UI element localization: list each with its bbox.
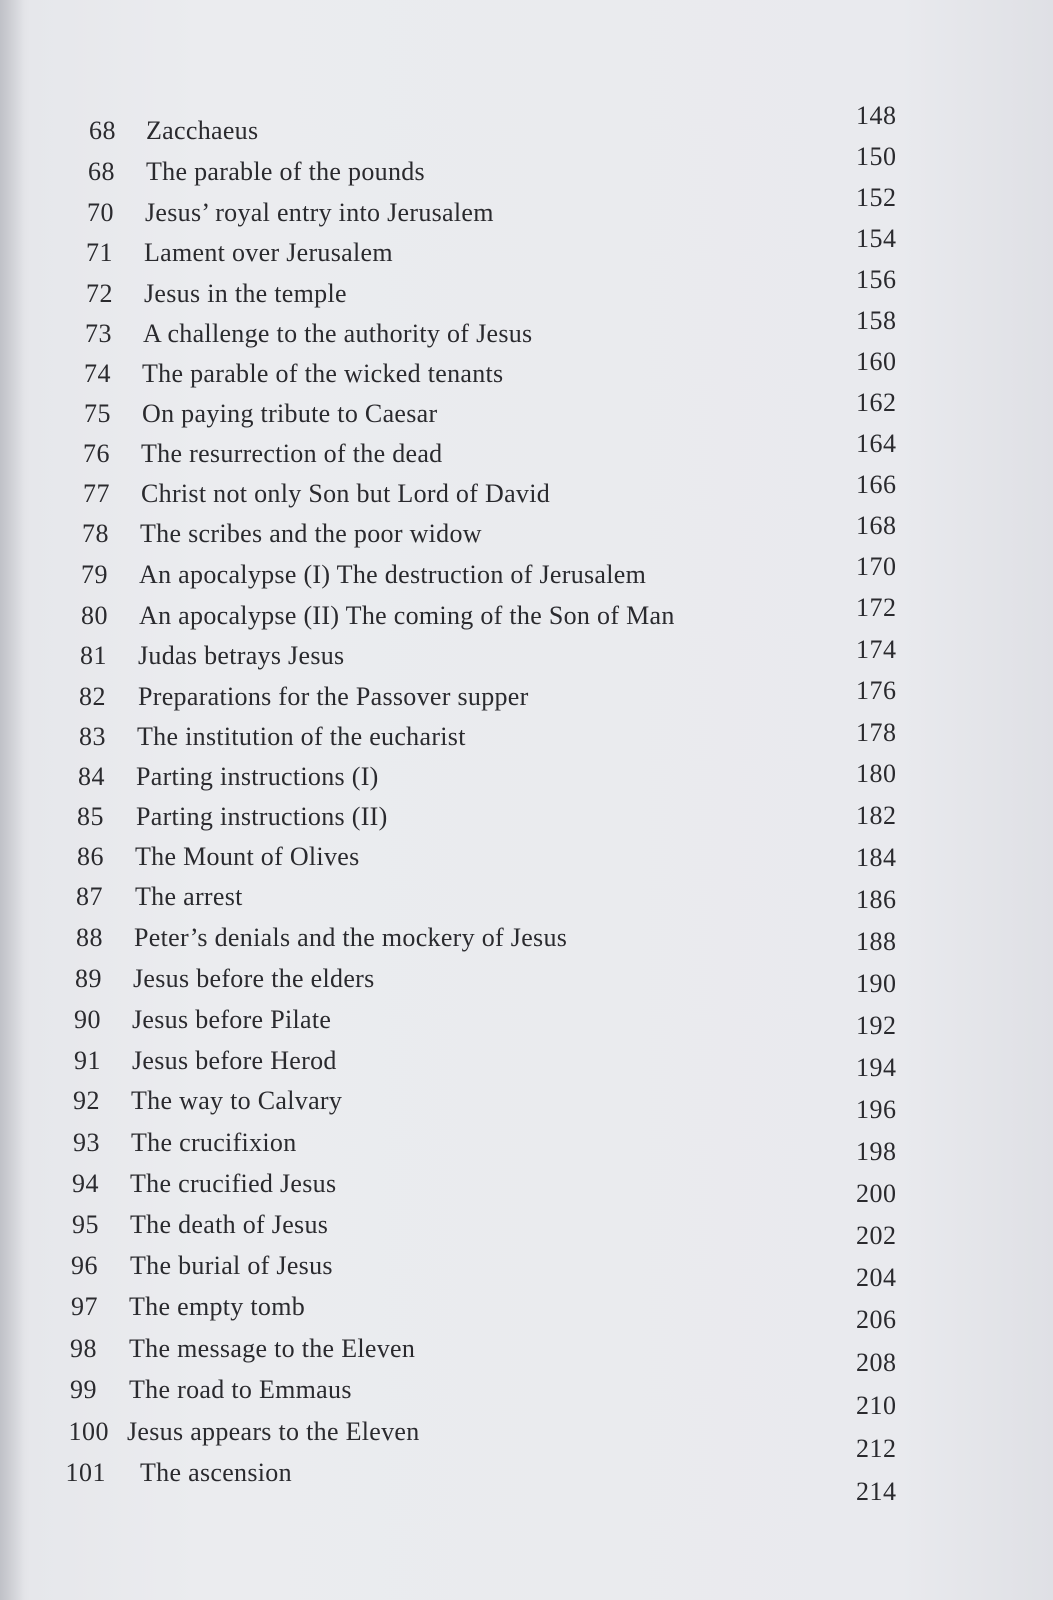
page-number: 158 [856,306,897,335]
entry-number: 84 [78,762,105,791]
entry-number: 85 [77,802,104,831]
page-number: 206 [856,1305,897,1334]
entry-title: The message to the Eleven [129,1334,416,1363]
page-number: 164 [856,429,897,458]
entry-number: 71 [86,238,113,267]
entry-title: Zacchaeus [146,116,259,145]
entry-title: The parable of the wicked tenants [142,359,504,388]
entry-title: Lament over Jerusalem [144,238,393,267]
page-number: 196 [856,1095,897,1124]
page-number: 204 [856,1263,897,1292]
entry-title: The parable of the pounds [146,157,425,186]
entry-number: 93 [73,1128,100,1157]
entry-number: 76 [83,439,110,468]
page-number: 166 [856,470,897,499]
page-number: 168 [856,511,897,540]
entry-title: Peter’s denials and the mockery of Jesus [134,923,568,952]
page-number: 172 [856,593,897,622]
entry-title: The ascension [140,1458,292,1487]
page-number: 192 [856,1011,897,1040]
entry-title: An apocalypse (II) The coming of the Son of Man [139,601,675,630]
entry-number: 100 [68,1417,109,1446]
entry-number: 74 [84,359,111,388]
entry-number: 70 [87,198,114,227]
entry-number: 86 [77,842,104,871]
entry-number: 90 [74,1005,101,1034]
page-number: 154 [856,224,897,253]
page-number: 182 [856,801,897,830]
entry-title: The road to Emmaus [129,1375,352,1404]
entry-title: The crucifixion [131,1128,297,1157]
entry-title: The burial of Jesus [130,1251,333,1280]
entry-number: 68 [89,116,116,145]
page-number: 212 [856,1434,897,1463]
page-number: 184 [856,843,897,872]
entry-number: 77 [83,479,110,508]
entry-title: Jesus before the elders [133,964,375,993]
entry-title: Jesus in the temple [144,279,347,308]
page-number: 210 [856,1391,897,1420]
entry-title: The Mount of Olives [135,842,360,871]
entry-number: 89 [75,964,102,993]
page-number: 150 [856,142,897,171]
entry-number: 68 [88,157,115,186]
entry-title: An apocalypse (I) The destruction of Jerusalem [139,560,647,589]
page-number: 156 [856,265,897,294]
entry-number: 78 [82,519,109,548]
entry-number: 95 [72,1210,99,1239]
entry-number: 101 [65,1458,106,1487]
entry-title: A challenge to the authority of Jesus [143,319,533,348]
entry-number: 97 [71,1292,98,1321]
entry-title: The arrest [135,882,243,911]
entry-title: The death of Jesus [130,1210,329,1239]
entry-number: 79 [81,560,108,589]
entry-title: The scribes and the poor widow [140,519,482,548]
entry-title: The empty tomb [129,1292,306,1321]
entry-title: The crucified Jesus [130,1169,337,1198]
entry-title: Jesus’ royal entry into Jerusalem [145,198,494,227]
entry-number: 96 [71,1251,98,1280]
entry-number: 88 [76,923,103,952]
entry-number: 73 [85,319,112,348]
entry-title: Parting instructions (I) [136,762,379,791]
page-number: 176 [856,676,897,705]
entry-title: Jesus before Herod [132,1046,337,1075]
entry-title: The way to Calvary [131,1086,343,1115]
entry-number: 91 [74,1046,101,1075]
page-number: 148 [856,101,897,130]
page-number: 202 [856,1221,897,1250]
entry-number: 94 [72,1169,99,1198]
entry-number: 80 [81,601,108,630]
entry-number: 72 [86,279,113,308]
page-number: 190 [856,969,897,998]
entry-number: 81 [80,641,107,670]
entry-number: 87 [76,882,103,911]
entry-number: 82 [79,682,106,711]
entry-title: Judas betrays Jesus [138,641,345,670]
entry-title: Parting instructions (II) [136,802,388,831]
page-number: 178 [856,718,897,747]
page-number: 214 [856,1477,897,1506]
page-number: 200 [856,1179,897,1208]
page-number: 198 [856,1137,897,1166]
page-number: 162 [856,388,897,417]
entry-title: The resurrection of the dead [141,439,443,468]
page-number: 160 [856,347,897,376]
entry-title: Jesus before Pilate [132,1005,332,1034]
page-number: 194 [856,1053,897,1082]
entry-title: Christ not only Son but Lord of David [141,479,551,508]
entry-title: Jesus appears to the Eleven [127,1417,420,1446]
entry-number: 75 [84,399,111,428]
page-number: 208 [856,1348,897,1377]
entry-title: Preparations for the Passover supper [138,682,529,711]
page-number: 152 [856,183,897,212]
entry-title: On paying tribute to Caesar [142,399,438,428]
entry-number: 83 [79,722,106,751]
entry-number: 92 [73,1086,100,1115]
page-number: 170 [856,552,897,581]
page-number: 186 [856,885,897,914]
page-number: 188 [856,927,897,956]
entry-title: The institution of the eucharist [137,722,466,751]
page-number: 180 [856,759,897,788]
entry-number: 98 [70,1334,97,1363]
entry-number: 99 [70,1375,97,1404]
page-number: 174 [856,635,897,664]
